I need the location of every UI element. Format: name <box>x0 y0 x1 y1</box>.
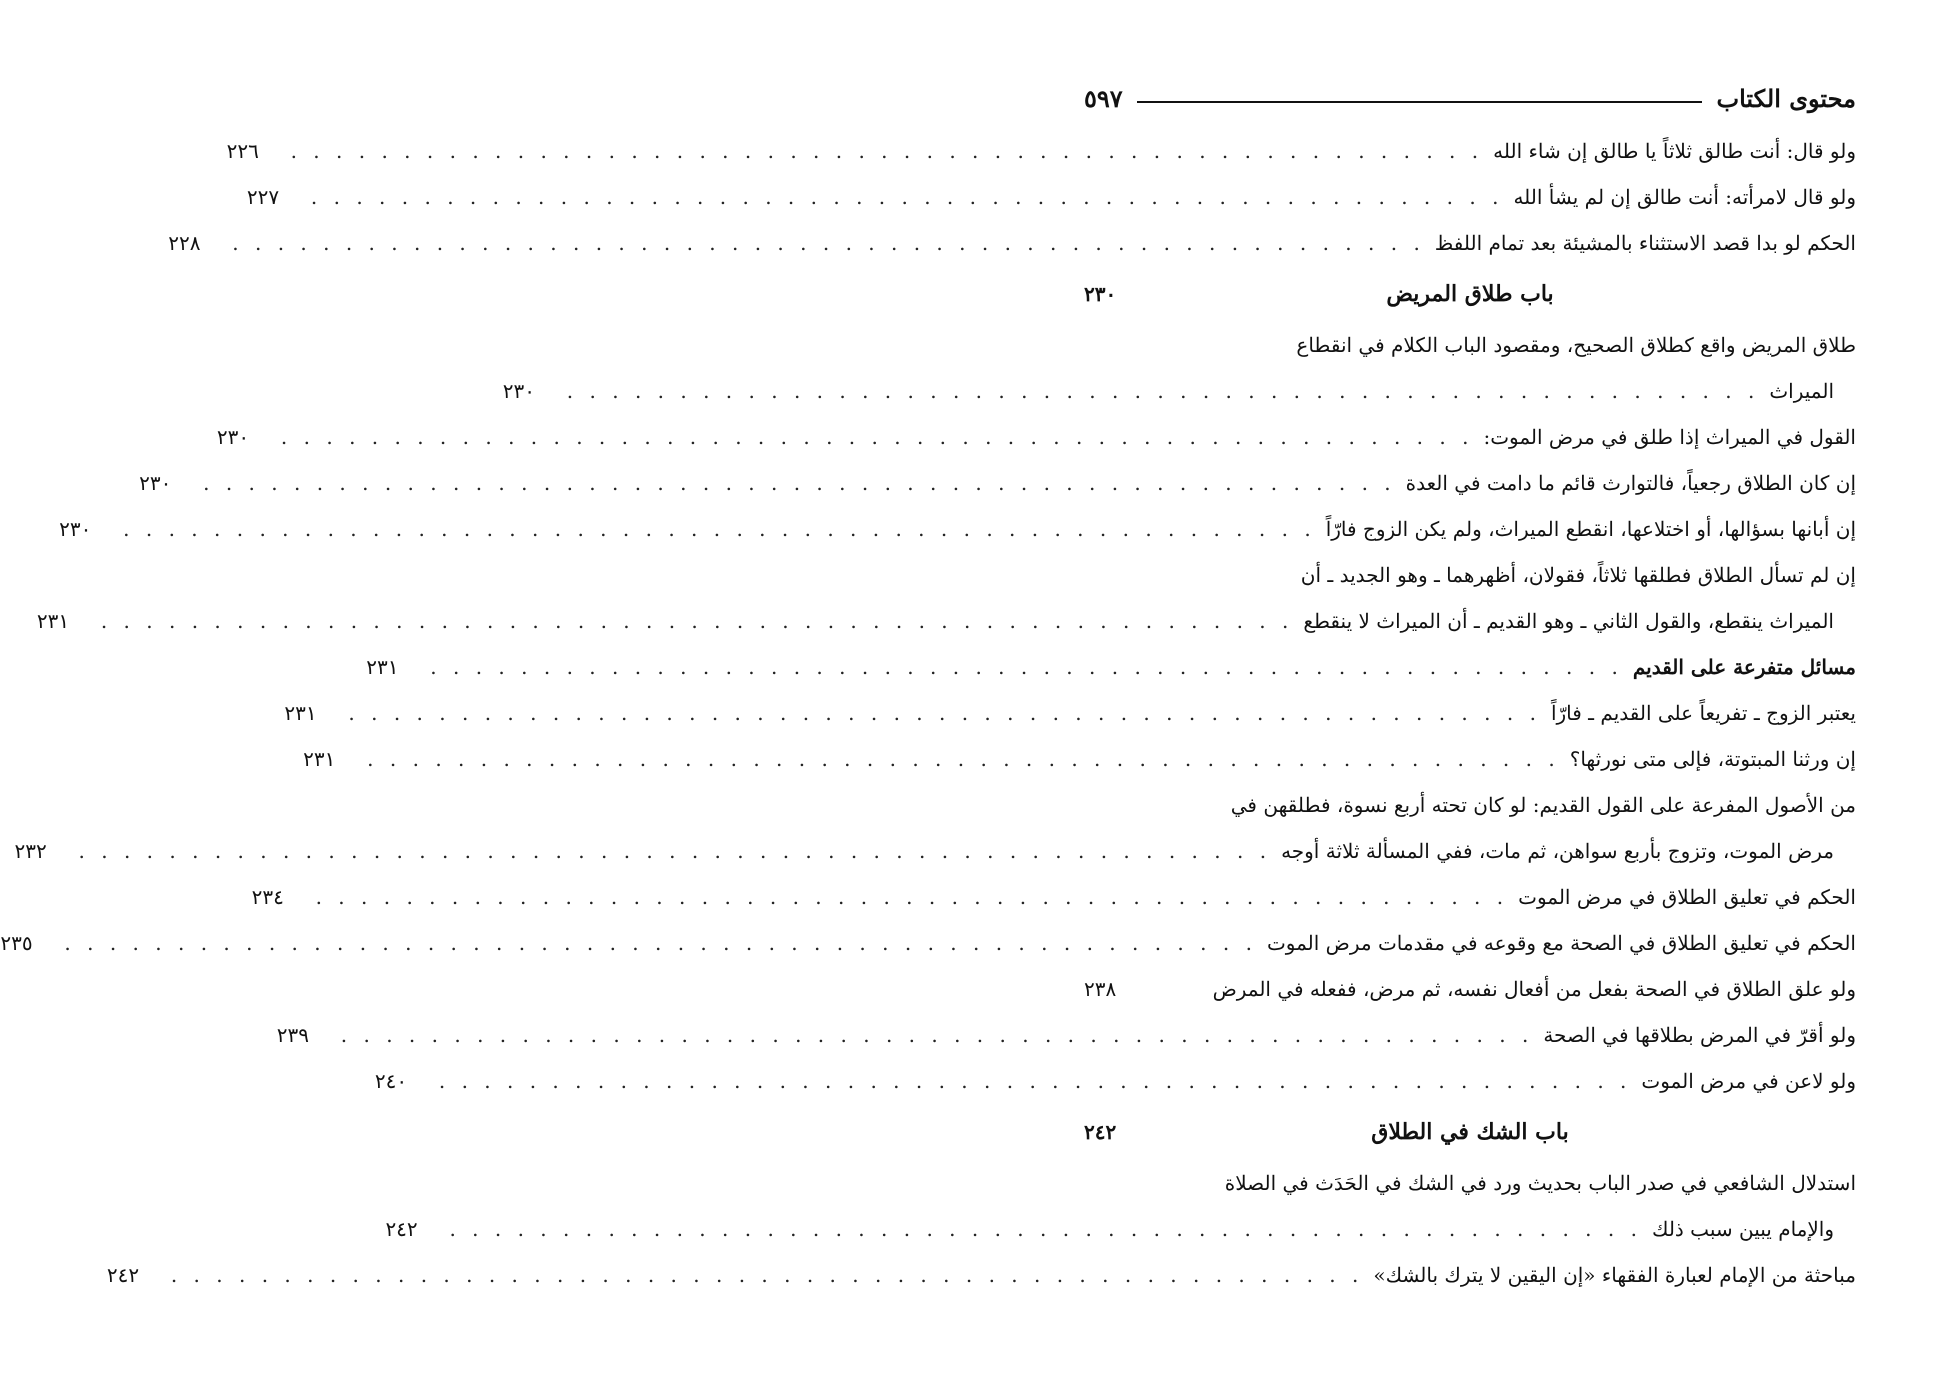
toc-entry <box>106 1252 1856 1298</box>
toc-page-number: ٢٣٠ <box>1084 282 1117 306</box>
toc-entry-text: ولو علق الطلاق في الصحة بفعل من أفعال نفسه، ثم مرض، ففعله في المرض <box>1212 977 1856 1001</box>
toc-entry-text: ولو لاعن في مرض الموت <box>1641 1069 1856 1093</box>
toc-entry-text: الميراث <box>1769 379 1834 403</box>
toc-entry-text: من الأصول المفرعة على القول القديم: لو كان تحته أربع نسوة، فطلقهن في <box>1230 793 1856 817</box>
toc-page-number: ٢٢٦ <box>226 139 259 163</box>
toc-entry-text: الحكم في تعليق الطلاق في الصحة مع وقوعه في مقدمات مرض الموت <box>1266 931 1856 955</box>
toc-page-number: ٢٣٠ <box>139 471 172 495</box>
dot-leader: . . . . . . . . . . . . . . . . . . . . . . . . . . . . . . . . . . . . . . . . . . . . . . . . . . . . . <box>367 747 1560 771</box>
toc-page-number: ٢٤٢ <box>1084 1120 1117 1144</box>
toc-chapter-heading <box>1084 266 1856 322</box>
toc-page-number: ٢٣٠ <box>502 379 536 403</box>
dot-leader: . . . . . . . . . . . . . . . . . . . . . . . . . . . . . . . . . . . . . . . . . . . . . . . . . . . . . <box>170 1263 1364 1287</box>
toc-entry-line <box>1084 552 1856 598</box>
toc-page-number: ٢٣٠ <box>59 517 92 541</box>
toc-entry-line <box>1084 782 1856 828</box>
dot-leader: . . . . . . . . . . . . . . . . . . . . . . . . . . . . . . . . . . . . . . . . . . . . . . . . . . . . . <box>64 931 1257 955</box>
toc-entry-text: مباحثة من الإمام لعبارة الفقهاء «إن اليقين لا يترك بالشك» <box>1373 1263 1856 1287</box>
dot-leader: . . . . . . . . . . . . . . . . . . . . . . . . . . . . . . . . . . . . . . . . . . . . . . . . . . . . . <box>430 655 1623 679</box>
toc-entry-continuation <box>36 598 1856 644</box>
dot-leader: . . . . . . . . . . . . . . . . . . . . . . . . . . . . . . . . . . . . . . . . . . . . . . . . . . . . . <box>203 471 1396 495</box>
toc-page-number: ٢٣١ <box>366 655 399 679</box>
toc-entry-line <box>1084 1160 1856 1206</box>
chapter-title: باب طلاق المريض <box>1386 281 1554 307</box>
dot-leader: . . . . . . . . . . . . . . . . . . . . . . . . . . . . . . . . . . . . . . . . . . . . . . . . . . . . . <box>340 1023 1534 1047</box>
toc-entry <box>216 414 1856 460</box>
toc-entry-continuation <box>14 828 1856 874</box>
table-of-contents <box>0 128 1856 1298</box>
dot-leader: . . . . . . . . . . . . . . . . . . . . . . . . . . . . . . . . . . . . . . . . . . . . . . . . . . . . . <box>348 701 1541 725</box>
toc-entry <box>168 220 1856 266</box>
page-header <box>1084 78 1856 118</box>
toc-entry-text: إن أبانها بسؤالها، أو اختلاعها، انقطع الميراث، ولم يكن الزوج فارّاً <box>1325 517 1856 541</box>
toc-page-number: ٢٣٢ <box>14 839 47 863</box>
toc-page-number: ٢٣١ <box>284 701 317 725</box>
dot-leader: . . . . . . . . . . . . . . . . . . . . . . . . . . . . . . . . . . . . . . . . . . . . . . . . . . . . . <box>232 231 1425 255</box>
toc-entry-continuation <box>385 1206 1856 1252</box>
dot-leader: . . . . . . . . . . . . . . . . . . . . . . . . . . . . . . . . . . . . . . . . . . . . . . . . . . . . . <box>315 885 1509 909</box>
toc-page-number: ٢٣١ <box>303 747 336 771</box>
toc-page-number: ٢٣١ <box>36 609 70 633</box>
header-rule <box>1137 101 1703 103</box>
toc-entry <box>276 1012 1856 1058</box>
toc-entry-continuation <box>502 368 1856 414</box>
toc-page-number: ٢٣٤ <box>251 885 284 909</box>
dot-leader: . . . . . . . . . . . . . . . . . . . . . . . . . . . . . . . . . . . . . . . . . . . . . . . . . . . . . <box>310 185 1504 209</box>
toc-entry-text: استدلال الشافعي في صدر الباب بحديث ورد في الشك في الحَدَث في الصلاة <box>1224 1171 1856 1195</box>
dot-leader: . . . . . . . . . . . . . . . . . . . . . . . . . . . . . . . . . . . . . . . . . . . . . . . . . . . . . <box>78 839 1272 863</box>
toc-page-number: ٢٢٧ <box>246 185 280 209</box>
dot-leader: . . . . . . . . . . . . . . . . . . . . . . . . . . . . . . . . . . . . . . . . . . . . . . . . . . . . . <box>123 517 1316 541</box>
page-number: ٥٩٧ <box>1084 83 1123 113</box>
toc-entry-text: مرض الموت، وتزوج بأربع سواهن، ثم مات، ففي المسألة ثلاثة أوجه <box>1281 839 1834 863</box>
toc-entry <box>139 460 1856 506</box>
toc-entry-text: ولو أقرّ في المرض بطلاقها في الصحة <box>1543 1023 1856 1047</box>
toc-entry <box>1084 966 1856 1012</box>
toc-page-number: ٢٣٠ <box>216 425 250 449</box>
toc-entry-text: ولو قال: أنت طالق ثلاثاً يا طالق إن شاء الله <box>1493 139 1856 163</box>
toc-entry-text: الحكم في تعليق الطلاق في مرض الموت <box>1518 885 1856 909</box>
toc-entry-text: الميراث ينقطع، والقول الثاني ـ وهو القديم ـ أن الميراث لا ينقطع <box>1303 609 1834 633</box>
toc-chapter-heading <box>1084 1104 1856 1160</box>
toc-entry-line <box>1084 322 1856 368</box>
dot-leader: . . . . . . . . . . . . . . . . . . . . . . . . . . . . . . . . . . . . . . . . . . . . . . . . . . . . . <box>100 609 1294 633</box>
dot-leader: . . . . . . . . . . . . . . . . . . . . . . . . . . . . . . . . . . . . . . . . . . . . . . . . . . . . . <box>290 139 1484 163</box>
toc-entry-text: والإمام يبين سبب ذلك <box>1651 1217 1834 1241</box>
toc-entry <box>284 690 1856 736</box>
dot-leader: . . . . . . . . . . . . . . . . . . . . . . . . . . . . . . . . . . . . . . . . . . . . . . . . . . . . . <box>566 379 1760 403</box>
toc-entry-text: ولو قال لامرأته: أنت طالق إن لم يشأ الله <box>1513 185 1856 209</box>
toc-page-number: ٢٤٢ <box>385 1217 418 1241</box>
toc-page-number: ٢٣٩ <box>276 1023 310 1047</box>
toc-entry-text: إن ورثنا المبتوتة، فإلى متى نورثها؟ <box>1569 747 1856 771</box>
dot-leader: . . . . . . . . . . . . . . . . . . . . . . . . . . . . . . . . . . . . . . . . . . . . . . . . . . . . . <box>280 425 1474 449</box>
running-title: محتوى الكتاب <box>1716 83 1856 113</box>
toc-entry-text: مسائل متفرعة على القديم <box>1632 655 1856 679</box>
toc-entry-text: طلاق المريض واقع كطلاق الصحيح، ومقصود الباب الكلام في انقطاع <box>1296 333 1856 357</box>
toc-entry-text: إن كان الطلاق رجعياً، فالتوارث قائم ما دامت في العدة <box>1405 471 1856 495</box>
toc-page-number: ٢٤٢ <box>106 1263 140 1287</box>
toc-entry <box>303 736 1856 782</box>
toc-entry-text: إن لم تسأل الطلاق فطلقها ثلاثاً، فقولان، أظهرهما ـ وهو الجديد ـ أن <box>1300 563 1856 587</box>
toc-page-number: ٢٣٥ <box>0 931 33 955</box>
toc-entry <box>59 506 1856 552</box>
toc-entry <box>374 1058 1856 1104</box>
dot-leader: . . . . . . . . . . . . . . . . . . . . . . . . . . . . . . . . . . . . . . . . . . . . . . . . . . . . . <box>438 1069 1632 1093</box>
toc-entry-text: يعتبر الزوج ـ تفريعاً على القديم ـ فارّاً <box>1550 701 1856 725</box>
toc-entry <box>226 128 1856 174</box>
toc-page-number: ٢٣٨ <box>1084 977 1117 1001</box>
toc-entry <box>0 920 1856 966</box>
toc-entry <box>251 874 1856 920</box>
toc-entry <box>246 174 1856 220</box>
toc-page-number: ٢٤٠ <box>374 1069 408 1093</box>
dot-leader: . . . . . . . . . . . . . . . . . . . . . . . . . . . . . . . . . . . . . . . . . . . . . . . . . . . . . <box>449 1217 1642 1241</box>
toc-entry <box>366 644 1856 690</box>
toc-page-number: ٢٢٨ <box>168 231 201 255</box>
chapter-title: باب الشك في الطلاق <box>1371 1119 1569 1145</box>
toc-entry-text: القول في الميراث إذا طلق في مرض الموت: <box>1483 425 1856 449</box>
toc-entry-text: الحكم لو بدا قصد الاستثناء بالمشيئة بعد تمام اللفظ <box>1434 231 1856 255</box>
